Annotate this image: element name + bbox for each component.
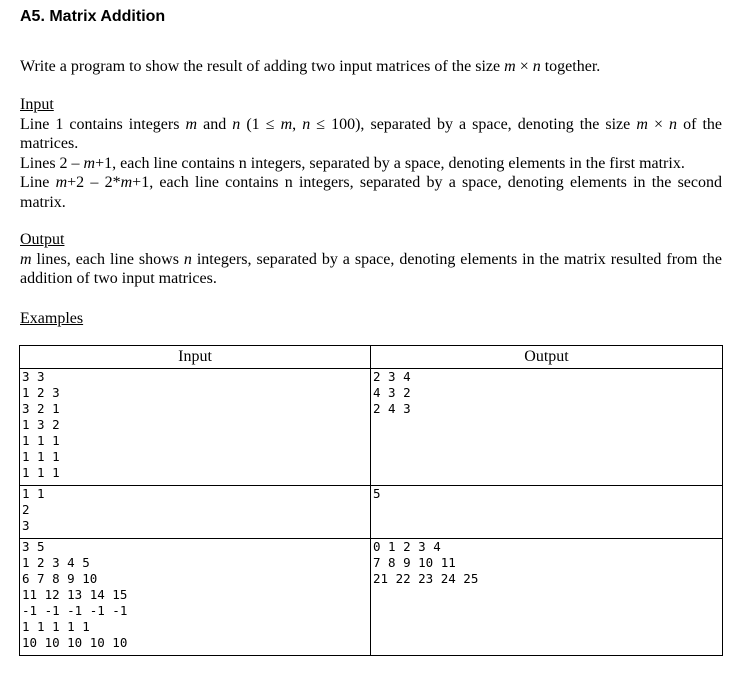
example-input-line: 1 2 3 bbox=[22, 385, 60, 400]
example-input-line: 1 3 2 bbox=[22, 417, 60, 432]
example-input-line: 1 1 1 1 1 bbox=[22, 619, 90, 634]
example-input-line: -1 -1 -1 -1 -1 bbox=[22, 603, 128, 618]
example-row bbox=[20, 369, 723, 486]
example-output-line: 2 3 4 bbox=[373, 369, 411, 384]
example-input-line: 1 1 1 bbox=[22, 433, 60, 448]
examples-header-row bbox=[20, 346, 723, 369]
output-column-header: Output bbox=[371, 346, 723, 369]
example-input-line: 1 1 1 bbox=[22, 465, 60, 480]
example-output-line: 21 22 23 24 25 bbox=[373, 571, 479, 586]
example-output-line: 4 3 2 bbox=[373, 385, 411, 400]
output-heading: Output bbox=[20, 231, 65, 248]
example-row bbox=[20, 539, 723, 656]
example-input-line: 3 2 1 bbox=[22, 401, 60, 416]
example-output-cell bbox=[371, 539, 723, 656]
example-output-line: 2 4 3 bbox=[373, 401, 411, 416]
example-output-cell bbox=[371, 486, 723, 539]
example-output-line: 7 8 9 10 11 bbox=[373, 555, 456, 570]
example-input-line: 2 bbox=[22, 502, 30, 517]
examples-table bbox=[19, 345, 723, 656]
input-heading: Input bbox=[20, 96, 54, 113]
output-description: m lines, each line shows n integers, separated by a space, denoting elements in the matrix resulted from the addition of two input matrices. bbox=[20, 250, 722, 287]
example-input-line: 3 3 bbox=[22, 369, 45, 384]
example-input-line: 1 1 bbox=[22, 486, 45, 501]
examples-body bbox=[20, 369, 723, 656]
example-input-line: 3 5 bbox=[22, 539, 45, 554]
example-output-line: 0 1 2 3 4 bbox=[373, 539, 441, 554]
example-input-cell bbox=[20, 539, 371, 656]
input-column-header: Input bbox=[20, 346, 371, 369]
example-input-cell bbox=[20, 486, 371, 539]
example-input-line: 1 2 3 4 5 bbox=[22, 555, 90, 570]
example-row bbox=[20, 486, 723, 539]
input-line-2: Lines 2 – m+1, each line contains n integers, separated by a space, denoting elements in the first matrix. bbox=[20, 154, 685, 172]
example-input-line: 6 7 8 9 10 bbox=[22, 571, 98, 586]
example-input-line: 1 1 1 bbox=[22, 449, 60, 464]
output-section bbox=[20, 230, 722, 289]
input-line-1: Line 1 contains integers m and n (1 ≤ m, n ≤ 100), separated by a space, denoting the size m × n of the matrices. bbox=[20, 115, 723, 152]
example-input-line: 11 12 13 14 15 bbox=[22, 587, 128, 602]
example-input-line: 10 10 10 10 10 bbox=[22, 635, 128, 650]
example-input-cell bbox=[20, 369, 371, 486]
examples-heading: Examples bbox=[20, 310, 84, 327]
example-output-line: 5 bbox=[373, 486, 381, 501]
example-output-cell bbox=[371, 369, 723, 486]
input-section bbox=[20, 95, 722, 212]
input-line-3: Line m+2 – 2*m+1, each line contains n integers, separated by a space, denoting elements in the second matrix. bbox=[20, 174, 722, 211]
example-input-line: 3 bbox=[22, 518, 30, 533]
page-title: A5. Matrix Addition bbox=[20, 8, 166, 25]
intro-paragraph: Write a program to show the result of adding two input matrices of the size m × n together. bbox=[20, 58, 601, 75]
